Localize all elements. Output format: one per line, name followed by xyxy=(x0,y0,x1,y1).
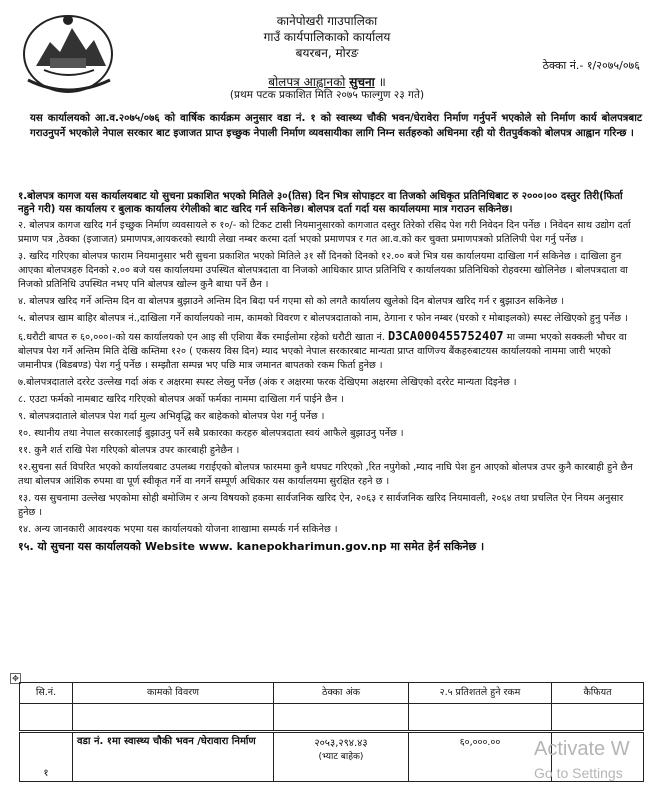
municipality-name: कानेपोखरी गाउपालिका xyxy=(276,14,378,28)
cost-estimate: २०५३,२९४.४३ xyxy=(314,738,368,749)
notice-title-bold: सुचना xyxy=(349,75,375,89)
col-header-sn: सि.नं. xyxy=(20,683,73,704)
rule-item: ८. एउटा फर्मको नामबाट खरिद गरिएको बोलपत्र अर्को फर्मका नाममा दाखिला गर्न पाईने छैन । xyxy=(18,394,344,405)
rule-item: १२.सुचना सर्त विपरित भएको कार्यालयबाट उपलब्ध गराईएको बोलपत्र फारममा कुनै थपघट गरिएको ,रित नपुगेको ,म्याद नाघि पेश हुन आएको बोलपत्र उपर कुनै कारबाही हुने छैन तथा बोलपत्र आंशिक रुपमा वा पूर्ण स्वीकृत गर्ने वा नगर्ने सम्पूर्ण अधिकार यस कार्यालयमा सुरक्षित रहने छ । xyxy=(18,462,633,487)
col-header-amount: २.५ प्रतिशतले हुने रकम xyxy=(409,683,552,704)
notice-subtitle: (प्रथम पटक प्रकाशित मिति २०७५ फाल्गुण २३ गते) xyxy=(229,89,425,101)
cell-sn xyxy=(20,732,73,782)
deposit-account-number: D3CA000455752407 xyxy=(388,329,504,343)
notice-title-suffix: ॥ xyxy=(378,75,386,89)
col-header-cost: ठेक्का अंक xyxy=(274,683,409,704)
rule-item: ११. कुनै शर्त राखि पेश गरिएको बोलपत्र उपर कारबाही हुनेछैन । xyxy=(18,445,240,456)
office-name: गाउँ कार्यपालिकाको कार्यालय xyxy=(263,30,391,44)
rule-item: ७.बोलपत्रदाताले दररेट उल्लेख गर्दा अंक र अक्षरमा स्पस्ट लेख्नु पर्नेछ (अंक र अक्षरमा फरक देखिएमा अक्षरमा लेखिएको दररेट मान्यता दिइनेछ । xyxy=(18,377,517,388)
rule-item-deposit xyxy=(18,329,642,373)
rule-deposit-continued: मा जम्मा भएको सक्कली भौचर वा बोलपत्र पेश गर्ने अन्तिम मिति देखि कम्तिमा १२० ( एकसय विस दिन) म्याद भएको नेपाल सरकारबाट मान्यता प्राप्त वाणिज्य बैंकहरुबाटयस कार्यालयको नाममा जारी भएको जमानीपत्र (बिडबण्ड) पेश गर्नु पर्नेछ । सम्झौता सम्पन्न भए पछि मात्र जमानत बापतको रकम फिर्ता हुनेछ । xyxy=(18,332,627,371)
watermark-line-2: Go to Settings xyxy=(534,765,623,781)
rule-item: ९. बोलपत्रदाताले बोलपत्र पेश गर्दा मुल्य अभिवृद्धि कर बाहेकको बोलपत्र पेश गर्नु पर्नेछ । xyxy=(18,411,325,422)
table-header-row xyxy=(20,683,644,704)
col-header-remarks: कैफियत xyxy=(552,683,644,704)
cell-sn-value: १ xyxy=(43,768,49,779)
rule-item: १३. यस सुचनामा उल्लेख भएकोमा सोही बमोजिम र अन्य विषयको हकमा सार्वजनिक खरिद ऐन, २०६३ र सार्वजनिक खरिद नियमावली, २०६४ तथा प्रचलित ऐन नियम अनुसार हुनेछ । xyxy=(18,493,624,518)
intro-paragraph: यस कार्यालयको आ.व.२०७५/०७६ को वार्षिक कार्यक्रम अनुसार वडा नं. १ को स्वास्थ्य चौकी भवन/घेरावेरा निर्माण गर्नुपर्ने भएकोले सो निर्माण कार्य बोलपत्रबाट गराउनुपर्ने भएकोले नेपाल सरकार बाट इजाजत प्राप्त इच्छुक नेपाली निर्माण व्यवसायीका लागि निम्न सर्तहरुको अधिनमा रही यो रीतपुर्वकको बोलपत्र आह्वान गरिन्छ । xyxy=(30,113,642,139)
col-header-work: कामको विवरण xyxy=(73,683,274,704)
rule-item: ४. बोलपत्र खरिद गर्ने अन्तिम दिन वा बोलपत्र बुझाउने अन्तिम दिन बिदा पर्न गएमा सो को लगतै कार्यालय खुलेको दिन बोलपत्र खरिद गर्न र बुझाउन सकिनेछ । xyxy=(18,296,565,307)
rule-deposit-text: ६.धरौटी बापत रु ६०,०००।-को यस कार्यालयको एन आइ सी एशिया बैंक रमाईलोमा रहेको धरौटी खाता नं. xyxy=(18,332,385,343)
rule-item: १०. स्थानीय तथा नेपाल सरकारलाई बुझाउनु पर्ने सबै प्रकारका करहरु बोलपत्रदाता स्वयं आफैले बुझाउनु पर्नेछ । xyxy=(18,428,404,439)
cell-work xyxy=(73,732,274,782)
cell-cost xyxy=(274,732,409,782)
rule-item: १.बोलपत्र कागज यस कार्यालयबाट यो सुचना प्रकाशित भएको मितिले ३०(तिस) दिन भित्र सोपाइटर वा तिजको अधिकृत प्रतिनिधिबाट रु २०००।०० दस्तुर तिरी(फिर्ता नहुने गरी) यस कार्यालय र बुलाक कार्यालय रंगेलीको बाट खरिद गर्न सकिनेछ। बोलपत्र दर्ता गर्दा यस कार्यालयमा मात्र गराउन सकिनेछ। xyxy=(18,191,623,215)
activate-windows-watermark xyxy=(534,738,630,781)
watermark-line-1: Activate W xyxy=(534,738,630,760)
rule-item: १४. अन्य जानकारी आवश्यक भएमा यस कार्यालयको योजना शाखामा सम्पर्क गर्न सकिनेछ । xyxy=(18,524,338,535)
rule-item-website: १५. यो सुचना यस कार्यालयको Website www. kanepokharimun.gov.np मा समेत हेर्न सकिनेछ । xyxy=(18,540,485,553)
notice-title-prefix: बोलपत्र आह्वानको xyxy=(268,75,346,89)
rule-item: २. बोलपत्र कागज खरिद गर्न इच्छुक निर्माण व्यवसायले रु १०/- को टिकट टासी नियमानुसारको कागजात दस्तुर तिरेको रसिद पेश गरी निवेदन दिन पर्नेछ । निवेदन साथ उद्योग दर्ता प्रमाण पत्र ,ठेक्का (इजाजत) प्रमाणपत्र,आयकरको स्थायी लेखा नम्बर करमा दर्ता भएको प्रमाणपत्र र गत आ.व.को कर चुक्ता प्रमाणपत्रको प्रतिलिपी पेश गर्नु पर्नेछ । xyxy=(18,220,631,245)
table-spacer-row xyxy=(20,704,644,732)
rules-list xyxy=(18,190,642,557)
tender-number: ठेक्का नं.- १/२०७५/०७६ xyxy=(542,59,640,72)
rule-item: ५. बोलपत्र खाम बाहिर बोलपत्र नं.,दाखिला गर्ने कार्यालयको नाम, कामको विवरण र बोलपत्रदाताको नाम, ठेगाना र फोन नम्बर (घरको र मोबाइलको) स्पस्ट लेखिएको हुनु पर्नेछ । xyxy=(18,313,628,324)
work-description: वडा नं. १मा स्वास्थ्य चौकी भवन /घेरावारा निर्माण xyxy=(77,736,256,747)
cell-amount: ६०,०००.०० xyxy=(409,732,552,782)
cost-vat-note: (भ्याट बाहेक) xyxy=(318,752,364,762)
table-move-handle-icon[interactable]: ✥ xyxy=(10,673,21,684)
rule-item: ३. खरिद गरिएका बोलपत्र फाराम नियमानुसार भरी सुचना प्रकाशित भएको मितिले ३१ सौं दिनको दिनको १२.०० बजे भित्र यस कार्यालयमा दाखिला गर्न सकिनेछ । दाखिला हुन आएका बोलपत्रहरु दिनको २.०० बजे यस कार्यालयमा उपस्थित बोलपत्रदाता वा निजको आधिकार प्राप्त प्रतिनिधि र कार्यालयका प्रतिनिधिको रोहवरमा खोलिनेछ । बोलपत्रदाता वा निजको प्रतिनिधि उपस्थित नभए पनि बोलपत्र खोल्न कुनै बाधा पर्ने छैन । xyxy=(18,251,628,290)
office-address: बयरबन, मोरङ xyxy=(295,46,359,60)
